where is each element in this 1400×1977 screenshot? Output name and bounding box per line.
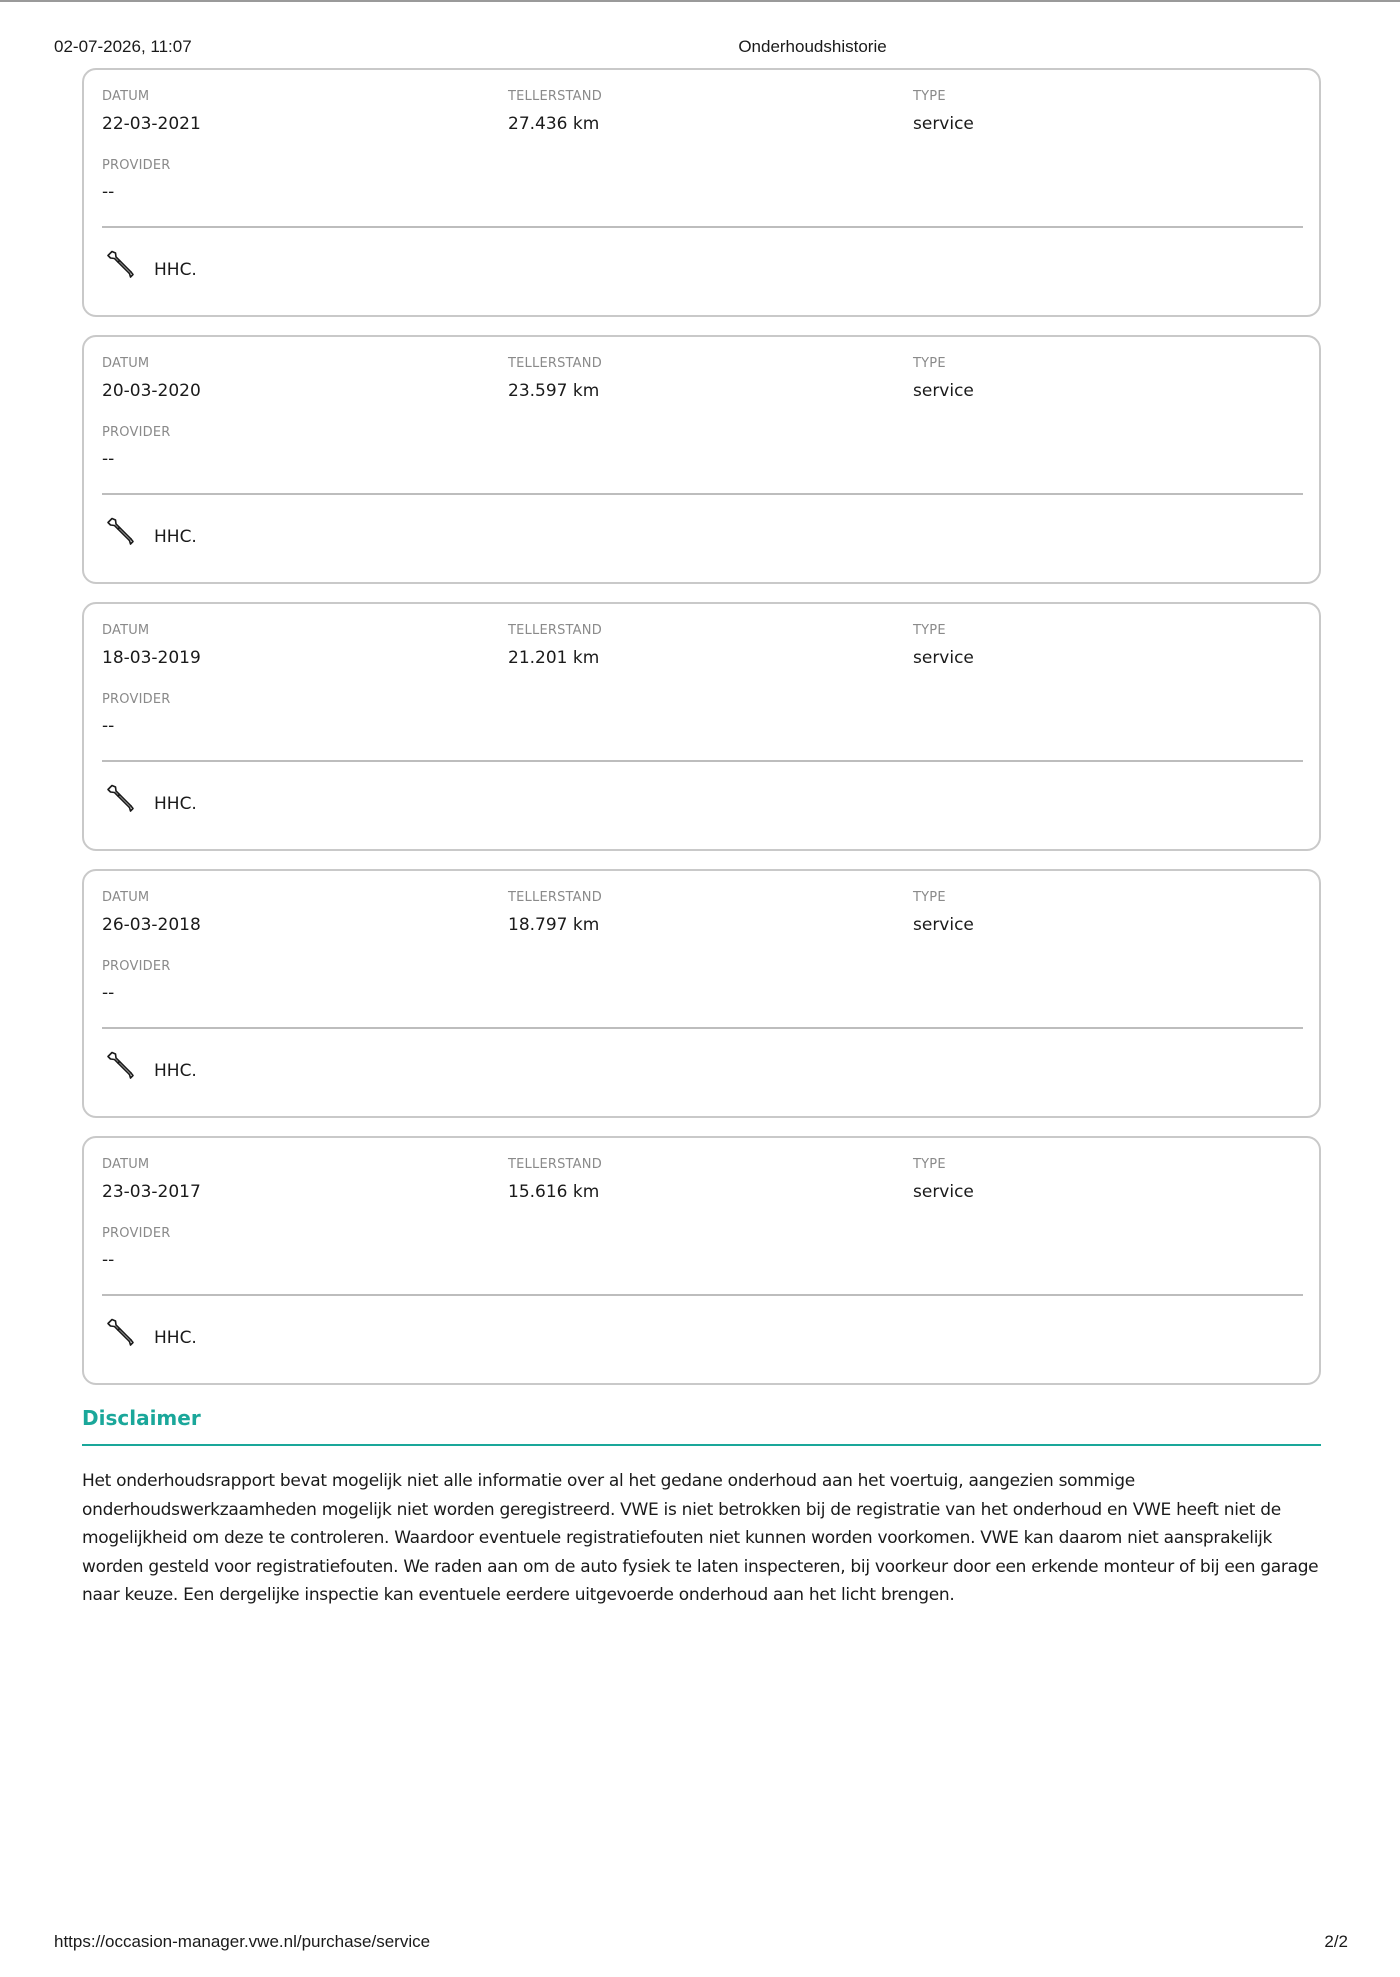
odometer-value: 21.201 km — [508, 648, 600, 668]
date-value: 22-03-2021 — [102, 114, 201, 134]
disclaimer-divider — [82, 1444, 1321, 1446]
provider-label: PROVIDER — [102, 959, 171, 974]
odometer-value: 23.597 km — [508, 381, 600, 401]
top-rule — [0, 0, 1400, 2]
odometer-label: TELLERSTAND — [508, 623, 602, 638]
date-label: DATUM — [102, 623, 150, 638]
provider-value: -- — [102, 182, 115, 202]
provider-value: -- — [102, 1250, 115, 1270]
maintenance-record-card — [82, 869, 1321, 1118]
print-datetime: 02-07-2026, 11:07 — [54, 37, 192, 56]
provider-label: PROVIDER — [102, 425, 171, 440]
footer-url-link[interactable]: https://occasion-manager.vwe.nl/purchase/service — [54, 1932, 431, 1951]
date-value: 23-03-2017 — [102, 1182, 201, 1202]
maintenance-record-card — [82, 1136, 1321, 1385]
date-value: 18-03-2019 — [102, 648, 201, 668]
card-divider — [102, 226, 1303, 228]
card-divider — [102, 1027, 1303, 1029]
provider-name: HHC. — [154, 1328, 197, 1348]
provider-name: HHC. — [154, 260, 197, 280]
date-label: DATUM — [102, 89, 150, 104]
provider-value: -- — [102, 716, 115, 736]
odometer-label: TELLERSTAND — [508, 1157, 602, 1172]
type-label: TYPE — [913, 89, 946, 104]
date-label: DATUM — [102, 890, 150, 905]
card-divider — [102, 1294, 1303, 1296]
type-label: TYPE — [913, 623, 946, 638]
provider-label: PROVIDER — [102, 1226, 171, 1241]
card-divider — [102, 760, 1303, 762]
wrench-icon — [104, 782, 136, 814]
date-value: 20-03-2020 — [102, 381, 201, 401]
provider-value: -- — [102, 983, 115, 1003]
type-value: service — [913, 1182, 974, 1202]
odometer-label: TELLERSTAND — [508, 890, 602, 905]
type-value: service — [913, 915, 974, 935]
odometer-value: 27.436 km — [508, 114, 600, 134]
wrench-icon — [104, 1049, 136, 1081]
provider-name: HHC. — [154, 1061, 197, 1081]
type-value: service — [913, 381, 974, 401]
odometer-value: 15.616 km — [508, 1182, 600, 1202]
provider-value: -- — [102, 449, 115, 469]
date-label: DATUM — [102, 356, 150, 371]
date-label: DATUM — [102, 1157, 150, 1172]
disclaimer-title: Disclaimer — [82, 1406, 201, 1430]
date-value: 26-03-2018 — [102, 915, 201, 935]
type-label: TYPE — [913, 890, 946, 905]
wrench-icon — [104, 1316, 136, 1348]
wrench-icon — [104, 248, 136, 280]
page-title: Onderhoudshistorie — [738, 37, 887, 56]
maintenance-record-card — [82, 602, 1321, 851]
provider-name: HHC. — [154, 527, 197, 547]
type-value: service — [913, 648, 974, 668]
maintenance-record-list — [82, 68, 1321, 1403]
type-label: TYPE — [913, 356, 946, 371]
odometer-label: TELLERSTAND — [508, 356, 602, 371]
wrench-icon — [104, 515, 136, 547]
provider-label: PROVIDER — [102, 692, 171, 707]
page-number: 2/2 — [1324, 1932, 1348, 1951]
card-divider — [102, 493, 1303, 495]
odometer-label: TELLERSTAND — [508, 89, 602, 104]
disclaimer-text: Het onderhoudsrapport bevat mogelijk niet alle informatie over al het gedane onderhoud aan het voertuig, aangezien sommige onderhoudswerkzaamheden mogelijk niet worden geregistreerd. VWE is niet betrokken bij de registratie van het onderhoud en VWE heeft niet de mogelijkheid om deze te controleren. Waardoor eventuele registratiefouten niet kunnen worden voorkomen. VWE kan daarom niet aansprakelijk worden gesteld voor registratiefouten. We raden aan om de auto fysiek te laten inspecteren, bij voorkeur door een erkende monteur of bij een garage naar keuze. Een dergelijke inspectie kan eventuele eerdere uitgevoerde onderhoud aan het licht brengen. — [82, 1471, 1319, 1605]
maintenance-record-card — [82, 68, 1321, 317]
provider-name: HHC. — [154, 794, 197, 814]
type-value: service — [913, 114, 974, 134]
type-label: TYPE — [913, 1157, 946, 1172]
maintenance-record-card — [82, 335, 1321, 584]
odometer-value: 18.797 km — [508, 915, 600, 935]
provider-label: PROVIDER — [102, 158, 171, 173]
